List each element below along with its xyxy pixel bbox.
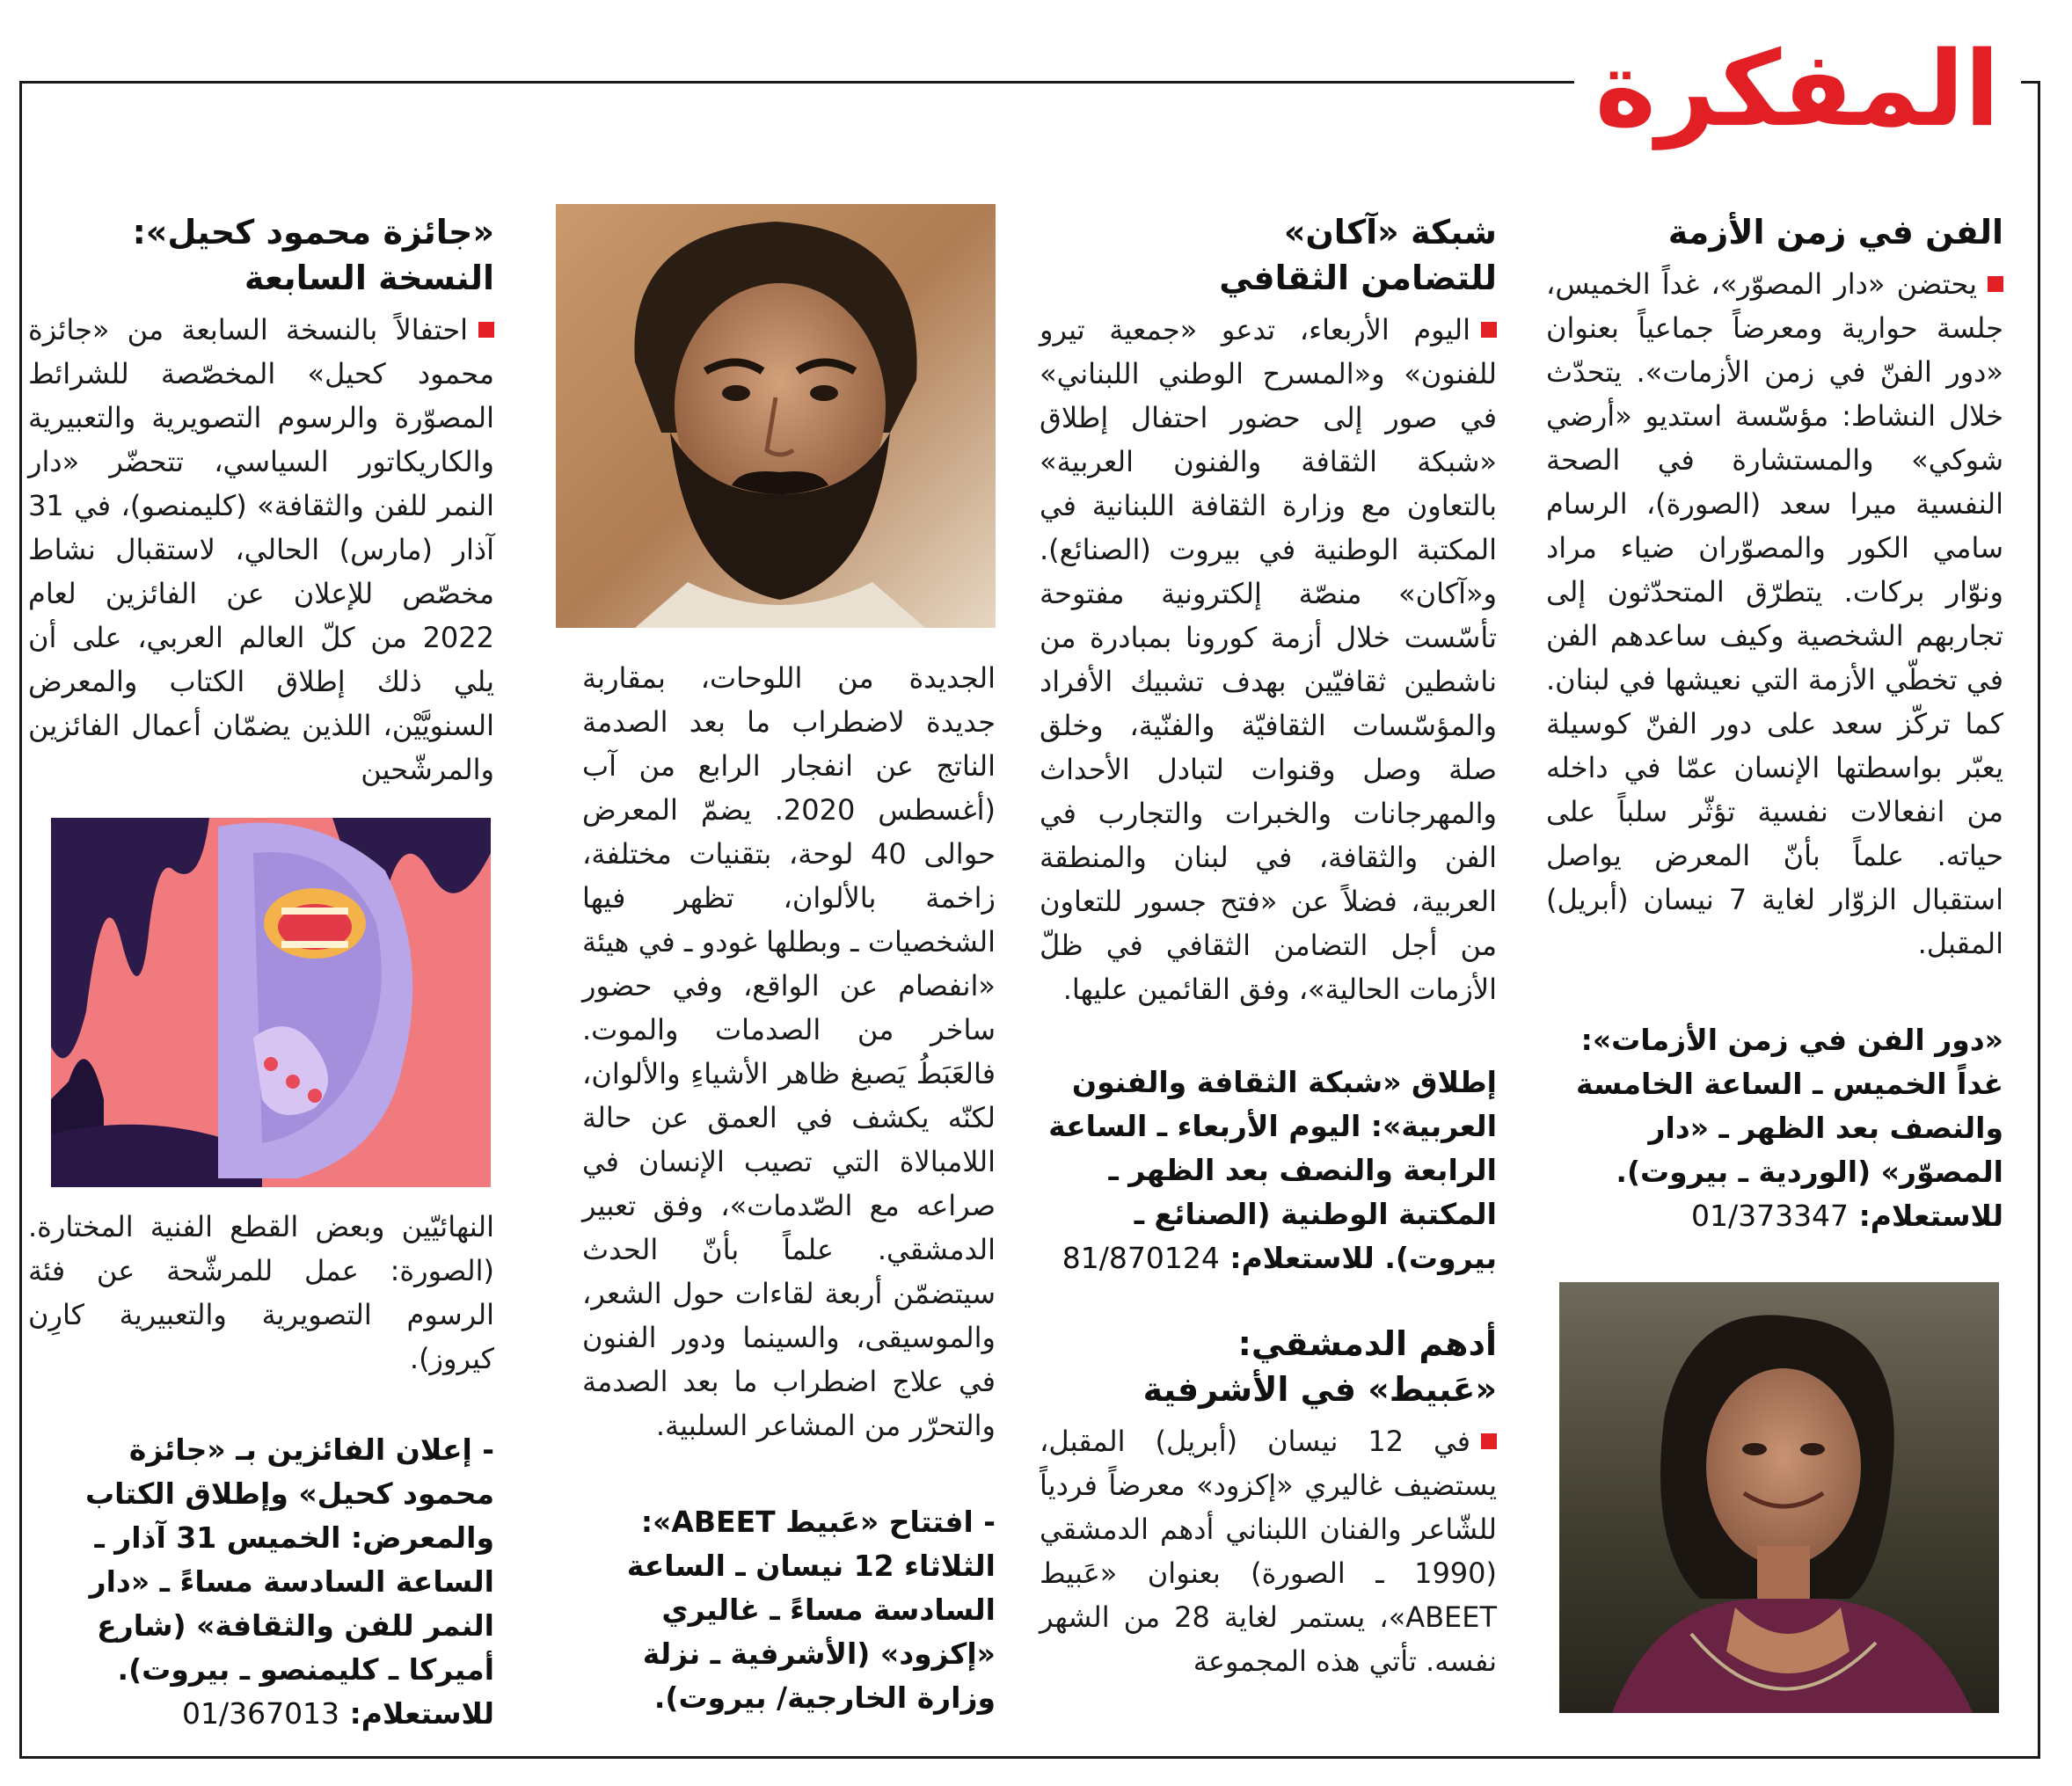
article-body <box>1040 1419 1497 1683</box>
event-info <box>1546 1018 2003 1238</box>
heading-akan-line1: شبكة «آكان» <box>1283 213 1497 251</box>
heading-art-in-crisis: الفن في زمن الأزمة <box>1667 213 2003 251</box>
tel-label: للاستعلام: <box>1858 1199 2003 1233</box>
event-info <box>28 1428 494 1736</box>
tel-number: 81/870124 <box>1062 1241 1220 1275</box>
article-body-text: احتفالاً بالنسخة السابعة من «جائزة محمود كحيل» المخصّصة للشرائط المصوّرة والرسوم التصويرية والتعبيرية والكاريكاتور السياسي، تتحضّر «دار النمر للفن والثقافة» (كليمنصو)، في 31 آذار (مارس) الحالي، لاستقبال نشاط مخصّص للإعلان عن الفائزين لعام 2022 من كلّ العالم العربي، على أن يلي ذلك إطلاق الكتاب والمعرض السنويَّيْن، اللذين يضمّان أعمال الفائزين والمرشّحين <box>28 313 494 786</box>
tel-number: 01/373347 <box>1690 1199 1849 1233</box>
bullet-marker <box>1481 322 1497 338</box>
article-body-text: في 12 نيسان (أبريل) المقبل، يستضيف غاليري «إكزود» معرضاً فردياً للشّاعر والفنان اللبناني أدهم الدمشقي (1990 ـ الصورة) بعنوان «عَبيط ABEET»، يستمر لغاية 28 من الشهر نفسه. تأتي هذه المجموعة <box>1040 1425 1498 1678</box>
tel-number: 01/367013 <box>181 1696 340 1731</box>
bullet-marker <box>1988 276 2003 292</box>
portrait-photo-woman <box>1559 1282 1999 1713</box>
artwork-karen-kirouz <box>51 818 491 1187</box>
article-body <box>1546 262 2003 966</box>
event-info-text: «دور الفن في زمن الأزمات»: غداً الخميس ـ الساعة الخامسة والنصف بعد الظهر ـ «دار المصوّر» (الوردية ـ بيروت). <box>1575 1023 2003 1189</box>
event-info-text: - إعلان الفائزين بـ «جائزة محمود كحيل» وإطلاق الكتاب والمعرض: الخميس 31 آذار ـ الساعة السادسة مساءً ـ «دار النمر للفن والثقافة» (شارع أميركا ـ كليمنصو ـ بيروت). <box>84 1432 494 1687</box>
portrait-photo-adham-dimashqi <box>556 204 996 628</box>
article-akan-network <box>1040 209 1497 1683</box>
event-info-text: إطلاق «شبكة الثقافة والفنون العربية»: اليوم الأربعاء ـ الساعة الرابعة والنصف بعد الظهر ـ المكتبة الوطنية (الصنائع ـ بيروت). <box>1048 1065 1497 1275</box>
event-info <box>1040 1061 1497 1280</box>
heading-akan-line2: للتضامن الثقافي <box>1219 259 1497 297</box>
bullet-marker <box>478 322 494 338</box>
tel-label: للاستعلام: <box>1229 1241 1375 1275</box>
portrait-photo-man <box>556 204 996 628</box>
article-body-text: الجديدة من اللوحات، بمقاربة جديدة لاضطراب ما بعد الصدمة الناتج عن انفجار الرابع من آب (أغسطس 2020. يضمّ المعرض حوالى 40 لوحة، بتقنيات مختلفة، زاخمة بالألوان، تظهر فيها الشخصيات ـ وبطلها غودو ـ في هيئة «انفصام عن الواقع، وفي حضور ساخر من الصدمات والموت. فالعَبَطُ يَصبغ ظاهر الأشياءِ والألوان، لكنّه يكشف في العمق عن حالة اللامبالاة التي تصيب الإنسان في صراعه مع الصّدمات»، وفق تعبير الدمشقي. علماً بأنّ الحدث سيتضمّن أربعة لقاءات حول الشعر، والموسيقى، والسينما ودور الفنون في علاج اضطراب ما بعد الصدمة والتحرّر من المشاعر السلبية. <box>582 661 996 1442</box>
event-info-text: - افتتاح «عَبيط ABEET»: الثلاثاء 12 نيسان ـ الساعة السادسة مساءً ـ غاليري «إكزود» (الأشرفية ـ نزلة وزارة الخارجية/ بيروت). <box>626 1505 996 1715</box>
bullet-marker <box>1481 1433 1497 1449</box>
article-body-text: اليوم الأربعاء، تدعو «جمعية تيرو للفنون» و«المسرح الوطني اللبناني» في صور إلى حضور احتفال إطلاق «شبكة الثقافة والفنون العربية» بالتعاون مع وزارة الثقافة اللبنانية في المكتبة الوطنية في بيروت (الصنائع). و«آكان» منصّة إلكترونية مفتوحة تأسّست خلال أزمة كورونا بمبادرة من ناشطين ثقافيّين بهدف تشبيك الأفراد والمؤسّسات الثقافيّة والفنّية، وخلق صلة وصل وقنوات لتبادل الأحداث والمهرجانات والخبرات والتجارب في الفن والثقافة، في لبنان والمنطقة العربية، فضلاً عن «فتح جسور للتعاون من أجل التضامن الثقافي في ظلّ الأزمات الحالية»، وفق القائمين عليها. <box>1040 313 1497 1006</box>
heading-kahil-line2: النسخة السابعة <box>244 259 494 297</box>
article-art-in-crisis <box>1546 209 2003 1238</box>
article-body-text: يحتضن «دار المصوّر»، غداً الخميس، جلسة حوارية ومعرضاً جماعياً بعنوان «دور الفنّ في زمن الأزمات». يتحدّث خلال النشاط: مؤسّسة استديو «أرضي شوكي» والمستشارة في الصحة النفسية ميرا سعد (الصورة)، الرسام سامي الكور والمصوّران ضياء مراد ونوّار بركات. يتطرّق المتحدّثون إلى تجاربهم الشخصية وكيف ساعدهم الفن في تخطّي الأزمة التي نعيشها في لبنان. كما تركّز سعد على دور الفنّ كوسيلة يعبّر بواسطتها الإنسان عمّا في داخله من انفعالات نفسية تؤثّر سلباً على حياته. علماً بأنّ المعرض يواصل استقبال الزوّار لغاية 7 نيسان (أبريل) المقبل. <box>1546 267 2004 960</box>
artwork-illustration <box>51 818 491 1187</box>
heading-adham-line1: أدهم الدمشقي: <box>1237 1324 1497 1363</box>
heading-kahil-line1: «جائزة محمود كحيل»: <box>132 213 494 251</box>
heading-adham-line2: «عَبيط» في الأشرفية <box>1142 1370 1497 1409</box>
tel-label: للاستعلام: <box>349 1696 494 1731</box>
article-abeet-continued <box>582 656 996 1720</box>
article-body <box>1040 308 1497 1011</box>
article-body <box>28 308 494 791</box>
masthead-title: المفكرة <box>1574 23 2021 155</box>
portrait-photo-mira-saad <box>1559 1282 1999 1713</box>
article-body-text-continued: النهائيّين وبعض القطع الفنية المختارة. (الصورة: عمل للمرشّحة عن فئة الرسوم التصويرية والتعبيرية كارِن كيروز). <box>28 1210 494 1375</box>
